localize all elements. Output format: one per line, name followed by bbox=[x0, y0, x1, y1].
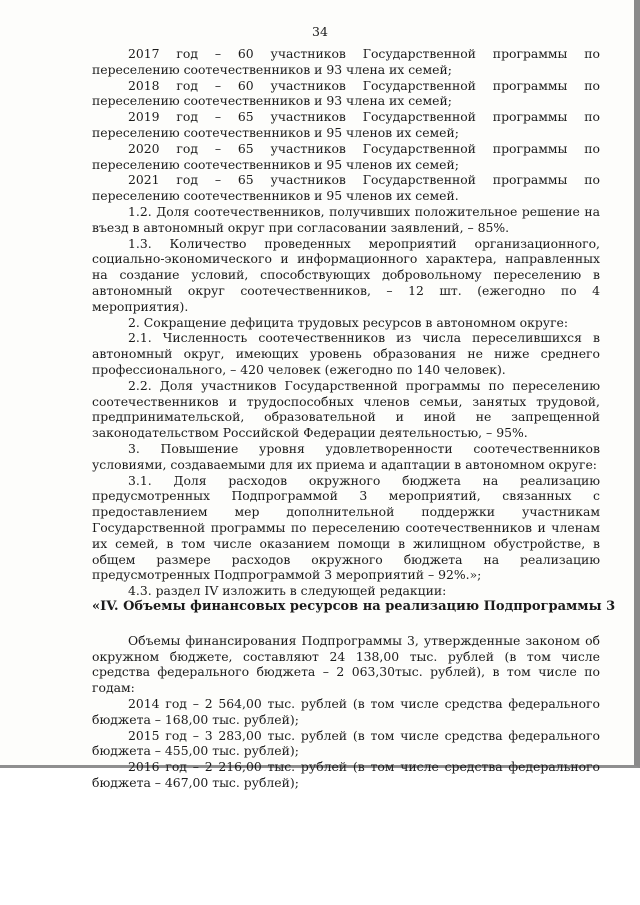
paragraph: 2018 год – 60 участников Государственной программы по переселению соотечественников и 93 члена их семей; bbox=[92, 77, 600, 109]
paragraph: 3.1. Доля расходов окружного бюджета на реализацию предусмотренных Подпрограммой 3 мероприятий, связанных с предоставлением мер дополнительной поддержки участникам Государственной программы по переселению соотечественников и членам их семей, в том числе оказанием помощи в жилищном обустройстве, в общем размере расходов окружного бюджета на реализацию предусмотренных Подпрограммой 3 мероприятий – 92%.»; bbox=[92, 472, 600, 583]
document-body bbox=[92, 46, 616, 791]
paragraph: 2015 год – 3 283,00 тыс. рублей (в том числе средства федерального бюджета – 455,00 тыс. рублей); bbox=[92, 727, 600, 759]
paragraph: 2017 год – 60 участников Государственной программы по переселению соотечественников и 93 члена их семей; bbox=[92, 46, 600, 77]
paragraph: 2. Сокращение дефицита трудовых ресурсов в автономном округе: bbox=[128, 314, 569, 330]
paragraph: 3. Повышение уровня удовлетворенности соотечественников условиями, создаваемыми для их приема и адаптации в автономном округе: bbox=[92, 440, 600, 472]
section-heading: «IV. Объемы финансовых ресурсов на реализацию Подпрограммы 3 bbox=[92, 598, 616, 614]
paragraph: 2021 год – 65 участников Государственной программы по переселению соотечественников и 95 членов их семей. bbox=[92, 172, 600, 204]
paragraph: 2019 год – 65 участников Государственной программы по переселению соотечественников и 95 членов их семей; bbox=[92, 109, 600, 140]
paragraph: 2.1. Численность соотечественников из числа переселившихся в автономный округ, имеющих уровень образования не ниже среднего профессионального, – 420 человек (ежегодно по 140 человек). bbox=[92, 330, 600, 377]
paragraph: 1.2. Доля соотечественников, получивших положительное решение на въезд в автономный округ при согласовании заявлений, – 85%. bbox=[92, 203, 600, 235]
paragraph: 2020 год – 65 участников Государственной программы по переселению соотечественников и 95 членов их семей; bbox=[92, 140, 600, 172]
paragraph: 4.3. раздел IV изложить в следующей редакции: bbox=[128, 583, 447, 599]
paragraph: 2.2. Доля участников Государственной программы по переселению соотечественников и трудоспособных членов семьи, занятых трудовой, предпринимательской, образовательной и иной не запрещенной законодательством Российской Федерации деятельностью, – 95%. bbox=[92, 377, 600, 441]
paragraph: 1.3. Количество проведенных мероприятий организационного, социально-экономического и информационного характера, направленных на создание условий, способствующих добровольному переселению в автономный округ соотечественников, – 12 шт. (ежегодно по 4 мероприятия). bbox=[92, 235, 600, 314]
paragraph: 2014 год – 2 564,00 тыс. рублей (в том числе средства федерального бюджета – 168,00 тыс. рублей); bbox=[92, 696, 600, 727]
paragraph: 2016 год – 2 216,00 тыс. рублей (в том числе средства федерального бюджета – 467,00 тыс. рублей); bbox=[92, 759, 600, 791]
page-number: 34 bbox=[312, 24, 328, 39]
paragraph: Объемы финансирования Подпрограммы 3, утвержденные законом об окружном бюджете, составляют 24 138,00 тыс. рублей (в том числе средства федерального бюджета – 2 063,30тыс. рублей), в том числе по годам: bbox=[92, 632, 600, 696]
